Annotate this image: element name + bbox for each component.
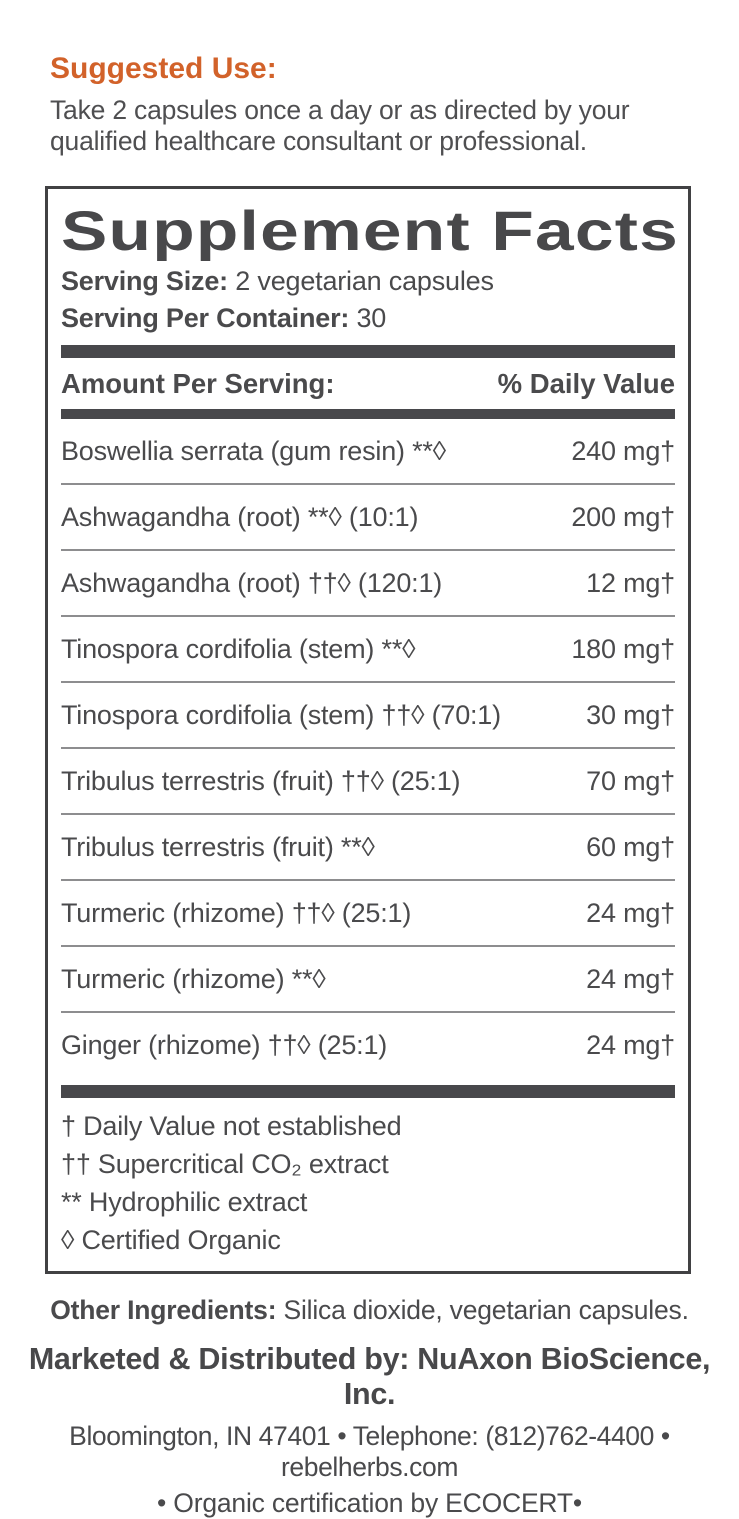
divider-bar-thin — [61, 409, 675, 419]
marketed-distributed-line: Marketed & Distributed by: NuAxon BioScience, Inc. — [28, 1342, 711, 1411]
bottom-info-section — [0, 1295, 739, 1519]
supplement-facts-title: Supplement Facts — [61, 201, 679, 261]
table-row — [61, 1011, 675, 1077]
ingredient-amount: 24 mg† — [586, 1030, 675, 1060]
footnote-line: ◊ Certified Organic — [61, 1225, 281, 1255]
ingredient-name: Turmeric (rhizome) ††◊ (25:1) — [61, 898, 412, 928]
table-row — [61, 879, 675, 945]
ingredient-amount: 180 mg† — [571, 634, 675, 664]
table-row — [61, 747, 675, 813]
organic-certification-line: • Organic certification by ECOCERT• — [157, 1488, 582, 1518]
ingredient-name: Turmeric (rhizome) **◊ — [61, 964, 326, 994]
table-row — [61, 813, 675, 879]
serving-size-value: 2 vegetarian capsules — [227, 266, 494, 296]
ingredient-amount: 240 mg† — [571, 436, 675, 466]
divider-bar-thick-bottom — [61, 1085, 675, 1098]
other-ingredients-label: Other Ingredients: — [50, 1295, 277, 1325]
suggested-use-body: Take 2 capsules once a day or as directed by your qualified healthcare consultant or professional. — [50, 95, 630, 156]
ingredient-amount: 24 mg† — [586, 898, 675, 928]
footnotes-block — [61, 1098, 675, 1259]
footnote-line: ** Hydrophilic extract — [61, 1187, 308, 1217]
table-row — [61, 615, 675, 681]
servings-per-container-label: Serving Per Container: — [61, 303, 350, 333]
ingredient-amount: 24 mg† — [586, 964, 675, 994]
serving-size-label: Serving Size: — [61, 266, 228, 296]
supplement-facts-title-graphic — [61, 201, 681, 261]
table-row — [61, 549, 675, 615]
table-row — [61, 483, 675, 549]
footnote-line: †† Supercritical CO₂ extract — [61, 1149, 389, 1179]
suggested-use-section — [0, 0, 739, 157]
ingredient-rows — [61, 419, 675, 1077]
servings-per-container-value: 30 — [349, 303, 387, 333]
other-ingredients-value: Silica dioxide, vegetarian capsules. — [276, 1295, 689, 1325]
ingredient-amount: 200 mg† — [571, 502, 675, 532]
ingredient-name: Ashwagandha (root) ††◊ (120:1) — [61, 568, 443, 598]
amount-per-serving-header: Amount Per Serving: — [61, 368, 335, 399]
ingredient-name: Ashwagandha (root) **◊ (10:1) — [61, 502, 419, 532]
footnote-line: † Daily Value not established — [61, 1111, 402, 1141]
table-header-row — [61, 358, 675, 409]
table-row — [61, 945, 675, 1011]
ingredient-amount: 12 mg† — [586, 568, 675, 598]
ingredient-name: Tinospora cordifolia (stem) **◊ — [61, 634, 416, 664]
divider-bar-thick-top — [61, 345, 675, 358]
ingredient-amount: 70 mg† — [586, 766, 675, 796]
other-ingredients-line — [0, 1295, 739, 1326]
ingredient-name: Ginger (rhizome) ††◊ (25:1) — [61, 1030, 388, 1060]
ingredient-amount: 30 mg† — [586, 700, 675, 730]
table-row — [61, 419, 675, 483]
suggested-use-heading: Suggested Use: — [50, 52, 277, 85]
supplement-facts-panel — [45, 186, 691, 1274]
daily-value-header: % Daily Value — [497, 368, 675, 399]
serving-size-line — [61, 263, 675, 300]
ingredient-name: Boswellia serrata (gum resin) **◊ — [61, 436, 446, 466]
ingredient-amount: 60 mg† — [586, 832, 675, 862]
ingredient-name: Tribulus terrestris (fruit) ††◊ (25:1) — [61, 766, 461, 796]
servings-per-container-line — [61, 300, 675, 337]
ingredient-name: Tinospora cordifolia (stem) ††◊ (70:1) — [61, 700, 501, 730]
table-row — [61, 681, 675, 747]
ingredient-name: Tribulus terrestris (fruit) **◊ — [61, 832, 375, 862]
address-line: Bloomington, IN 47401 • Telephone: (812)762-4400 • rebelherbs.com — [69, 1421, 670, 1482]
